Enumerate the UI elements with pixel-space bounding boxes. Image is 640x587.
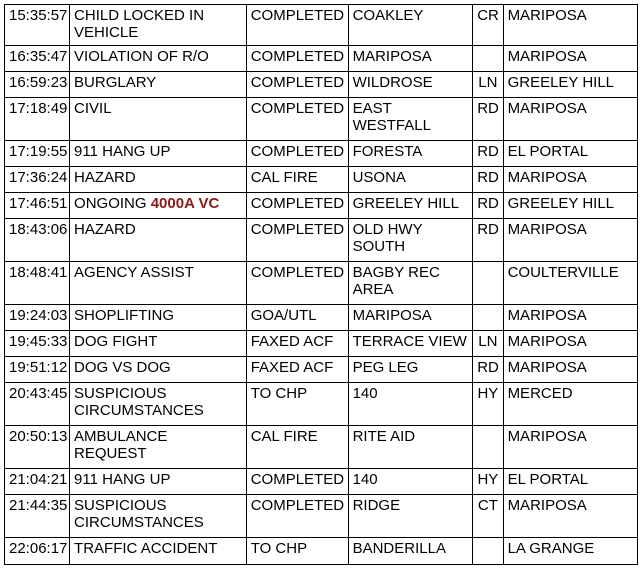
call-log-body bbox=[5, 5, 638, 565]
call-type: SHOPLIFTING bbox=[70, 305, 247, 331]
call-street: 140 bbox=[348, 469, 473, 495]
call-city: MARIPOSA bbox=[503, 219, 637, 262]
call-street: MARIPOSA bbox=[348, 46, 473, 72]
call-disposition: CAL FIRE bbox=[246, 426, 348, 469]
call-disposition: COMPLETED bbox=[246, 72, 348, 98]
call-disposition: CAL FIRE bbox=[246, 167, 348, 193]
call-log-table bbox=[4, 4, 638, 565]
call-city: COULTERVILLE bbox=[503, 262, 637, 305]
call-type: 911 HANG UP bbox=[70, 141, 247, 167]
call-disposition: COMPLETED bbox=[246, 141, 348, 167]
call-city: MARIPOSA bbox=[503, 357, 637, 383]
call-disposition: TO CHP bbox=[246, 383, 348, 426]
table-row bbox=[5, 5, 638, 46]
call-type-text: ONGOING bbox=[74, 195, 147, 212]
call-disposition: GOA/UTL bbox=[246, 305, 348, 331]
call-city: MARIPOSA bbox=[503, 495, 637, 538]
call-city: MARIPOSA bbox=[503, 426, 637, 469]
call-disposition: COMPLETED bbox=[246, 262, 348, 305]
call-time: 17:36:24 bbox=[5, 167, 70, 193]
table-row bbox=[5, 193, 638, 219]
call-time: 17:19:55 bbox=[5, 141, 70, 167]
table-row bbox=[5, 167, 638, 193]
table-row bbox=[5, 426, 638, 469]
call-disposition: COMPLETED bbox=[246, 219, 348, 262]
table-row bbox=[5, 357, 638, 383]
call-time: 22:06:17 bbox=[5, 538, 70, 565]
call-street-suffix bbox=[473, 305, 503, 331]
call-city: LA GRANGE bbox=[503, 538, 637, 565]
call-city: MARIPOSA bbox=[503, 5, 637, 46]
call-street: RIDGE bbox=[348, 495, 473, 538]
call-street: COAKLEY bbox=[348, 5, 473, 46]
call-street-suffix bbox=[473, 46, 503, 72]
call-type: AMBULANCE REQUEST bbox=[70, 426, 247, 469]
call-disposition: TO CHP bbox=[246, 538, 348, 565]
table-row bbox=[5, 98, 638, 141]
call-street: USONA bbox=[348, 167, 473, 193]
call-street: 140 bbox=[348, 383, 473, 426]
call-time: 18:43:06 bbox=[5, 219, 70, 262]
call-street-suffix: RD bbox=[473, 141, 503, 167]
call-time: 17:46:51 bbox=[5, 193, 70, 219]
call-type: VIOLATION OF R/O bbox=[70, 46, 247, 72]
call-time: 17:18:49 bbox=[5, 98, 70, 141]
call-street-suffix: CR bbox=[473, 5, 503, 46]
table-row bbox=[5, 72, 638, 98]
table-row bbox=[5, 469, 638, 495]
call-city: MARIPOSA bbox=[503, 305, 637, 331]
call-time: 15:35:57 bbox=[5, 5, 70, 46]
call-type: SUSPICIOUS CIRCUMSTANCES bbox=[70, 495, 247, 538]
call-type: 911 HANG UP bbox=[70, 469, 247, 495]
call-street-suffix bbox=[473, 538, 503, 565]
call-type: AGENCY ASSIST bbox=[70, 262, 247, 305]
call-street: PEG LEG bbox=[348, 357, 473, 383]
call-street: BANDERILLA bbox=[348, 538, 473, 565]
call-type: HAZARD bbox=[70, 167, 247, 193]
table-row bbox=[5, 538, 638, 565]
call-street-suffix bbox=[473, 426, 503, 469]
call-time: 16:35:47 bbox=[5, 46, 70, 72]
table-row bbox=[5, 495, 638, 538]
call-time: 19:45:33 bbox=[5, 331, 70, 357]
call-street: EAST WESTFALL bbox=[348, 98, 473, 141]
table-row bbox=[5, 305, 638, 331]
call-street: OLD HWY SOUTH bbox=[348, 219, 473, 262]
call-time: 19:51:12 bbox=[5, 357, 70, 383]
call-street: FORESTA bbox=[348, 141, 473, 167]
call-street-suffix: CT bbox=[473, 495, 503, 538]
call-type: TRAFFIC ACCIDENT bbox=[70, 538, 247, 565]
call-city: MARIPOSA bbox=[503, 167, 637, 193]
call-disposition: FAXED ACF bbox=[246, 331, 348, 357]
call-city: MARIPOSA bbox=[503, 46, 637, 72]
call-time: 21:44:35 bbox=[5, 495, 70, 538]
call-street-suffix: HY bbox=[473, 383, 503, 426]
call-street-suffix: RD bbox=[473, 193, 503, 219]
call-type: DOG FIGHT bbox=[70, 331, 247, 357]
table-row bbox=[5, 46, 638, 72]
call-street: WILDROSE bbox=[348, 72, 473, 98]
call-street-suffix: RD bbox=[473, 357, 503, 383]
call-disposition: COMPLETED bbox=[246, 46, 348, 72]
table-row bbox=[5, 331, 638, 357]
call-disposition: COMPLETED bbox=[246, 495, 348, 538]
vehicle-code: 4000A VC bbox=[150, 195, 220, 212]
call-street: GREELEY HILL bbox=[348, 193, 473, 219]
call-type: DOG VS DOG bbox=[70, 357, 247, 383]
call-time: 21:04:21 bbox=[5, 469, 70, 495]
call-type bbox=[70, 193, 247, 219]
call-street-suffix: LN bbox=[473, 72, 503, 98]
call-street: TERRACE VIEW bbox=[348, 331, 473, 357]
call-street: RITE AID bbox=[348, 426, 473, 469]
call-type: SUSPICIOUS CIRCUMSTANCES bbox=[70, 383, 247, 426]
call-street-suffix: LN bbox=[473, 331, 503, 357]
call-disposition: COMPLETED bbox=[246, 469, 348, 495]
call-street-suffix: RD bbox=[473, 98, 503, 141]
call-disposition: COMPLETED bbox=[246, 5, 348, 46]
call-time: 18:48:41 bbox=[5, 262, 70, 305]
call-street-suffix: RD bbox=[473, 167, 503, 193]
call-city: EL PORTAL bbox=[503, 469, 637, 495]
call-time: 20:43:45 bbox=[5, 383, 70, 426]
call-time: 20:50:13 bbox=[5, 426, 70, 469]
table-row bbox=[5, 383, 638, 426]
call-street: BAGBY REC AREA bbox=[348, 262, 473, 305]
call-time: 19:24:03 bbox=[5, 305, 70, 331]
call-street: MARIPOSA bbox=[348, 305, 473, 331]
table-row bbox=[5, 219, 638, 262]
call-type: BURGLARY bbox=[70, 72, 247, 98]
call-city: MARIPOSA bbox=[503, 331, 637, 357]
table-row bbox=[5, 262, 638, 305]
call-city: EL PORTAL bbox=[503, 141, 637, 167]
call-street-suffix: HY bbox=[473, 469, 503, 495]
call-time: 16:59:23 bbox=[5, 72, 70, 98]
call-street-suffix: RD bbox=[473, 219, 503, 262]
call-type: CHILD LOCKED IN VEHICLE bbox=[70, 5, 247, 46]
call-type: CIVIL bbox=[70, 98, 247, 141]
call-city: MARIPOSA bbox=[503, 98, 637, 141]
call-city: GREELEY HILL bbox=[503, 72, 637, 98]
call-city: MERCED bbox=[503, 383, 637, 426]
call-street-suffix bbox=[473, 262, 503, 305]
call-city: GREELEY HILL bbox=[503, 193, 637, 219]
call-type: HAZARD bbox=[70, 219, 247, 262]
call-disposition: COMPLETED bbox=[246, 98, 348, 141]
table-row bbox=[5, 141, 638, 167]
call-disposition: COMPLETED bbox=[246, 193, 348, 219]
call-disposition: FAXED ACF bbox=[246, 357, 348, 383]
